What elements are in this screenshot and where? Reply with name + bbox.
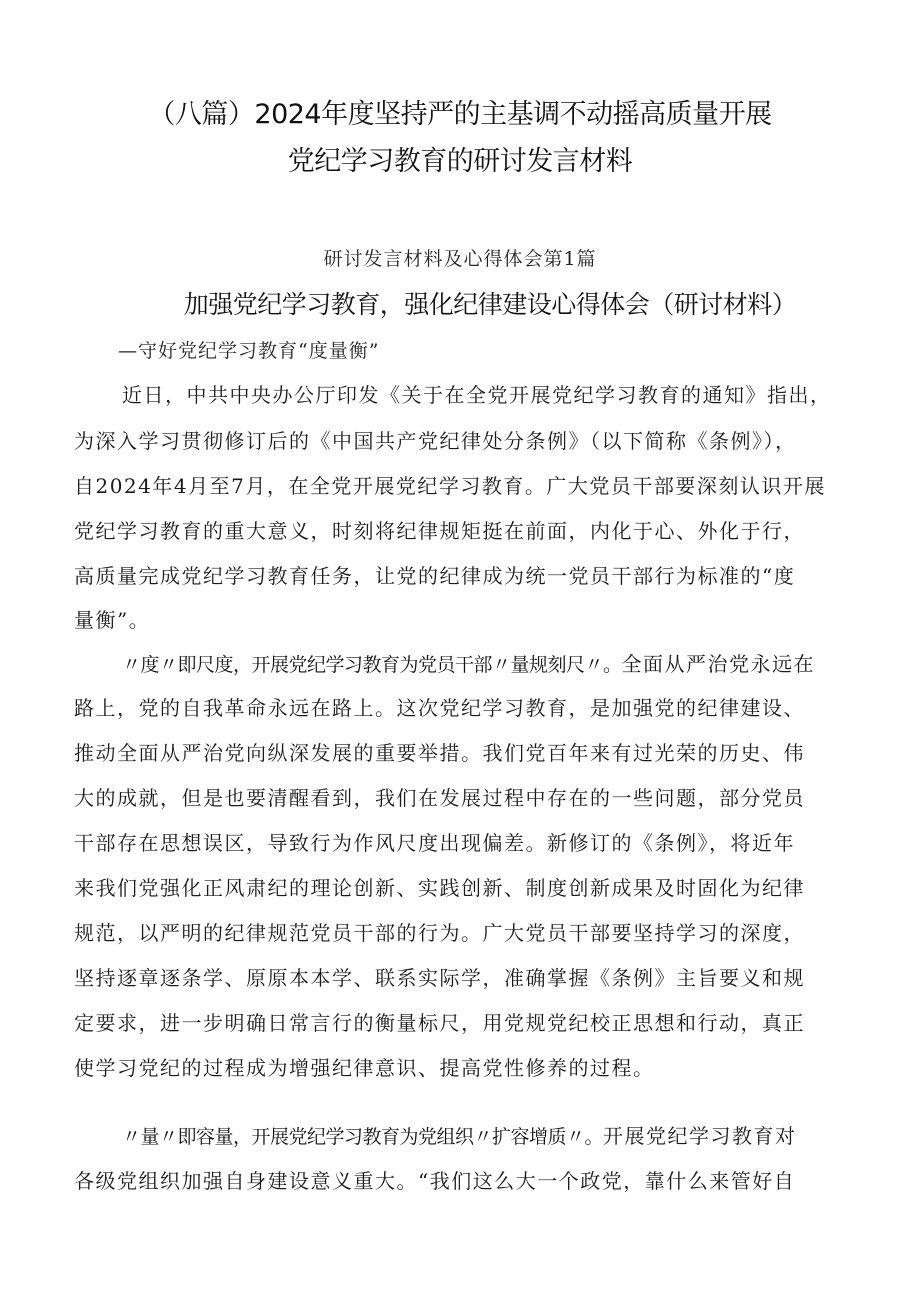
para2-line-5: 干部存在思想误区，导致行为作风尺度出现偏差。新修订的《条例》，将近年 xyxy=(74,831,795,855)
para1-line-2: 为深入学习贯彻修订后的《中国共产党纪律处分条例》（以下简称《条例》）， xyxy=(74,429,797,453)
section-subtitle: 研讨发言材料及心得体会第1篇 xyxy=(323,248,597,270)
article-byline: —守好党纪学习教育“度量衡” xyxy=(118,340,380,362)
article-heading: 加强党纪学习教育，强化纪律建设心得体会（研讨材料） xyxy=(183,290,797,319)
para1-line-6: 量衡”。 xyxy=(74,608,151,632)
para2-line-6: 来我们党强化正风肃纪的理论创新、实践创新、制度创新成果及时固化为纪律 xyxy=(74,876,805,900)
para1-line-5: 高质量完成党纪学习教育任务，让党的纪律成为统一党员干部行为标准的“度 xyxy=(74,564,796,588)
document-title-line-1: （八篇）2024年度坚持严的主基调不动摇高质量开展 xyxy=(148,99,772,130)
para1-line-3: 自2024年4月至7月，在全党开展党纪学习教育。广大党员干部要深刻认识开展 xyxy=(74,474,826,498)
para2-line-10: 使学习党纪的过程成为增强纪律意识、提高党性修养的过程。 xyxy=(74,1056,655,1080)
para2-lead: 〃度〃即尺度，开展党纪学习教育为党员干部〃量规刻尺〃。 xyxy=(122,654,622,676)
para2-first-rest: 全面从严治党永远在 xyxy=(621,652,816,676)
para3-lead: 〃量〃即容量，开展党纪学习教育为党组织〃扩容增质〃。 xyxy=(122,1126,604,1148)
para2-line-9: 定要求，进一步明确日常言行的衡量标尺，用党规党纪校正思想和行动，真正 xyxy=(74,1011,805,1035)
para3-line-2: 各级党组织加强自身建设意义重大。“我们这么大一个政党，靠什么来管好自 xyxy=(74,1169,796,1193)
para1-line-4: 党纪学习教育的重大意义，时刻将纪律规矩挺在前面，内化于心、外化于行， xyxy=(74,519,805,543)
para3-first-rest: 开展党纪学习教育对 xyxy=(603,1124,797,1148)
para2-line-1 xyxy=(122,648,815,677)
para2-line-3: 推动全面从严治党向纵深发展的重要举措。我们党百年来有过光荣的历史、伟 xyxy=(74,741,805,765)
para3-line-1 xyxy=(122,1120,797,1149)
document-title-line-2: 党纪学习教育的研讨发言材料 xyxy=(287,146,633,177)
para2-line-7: 规范，以严明的纪律规范党员干部的行为。广大党员干部要坚持学习的深度， xyxy=(74,921,805,945)
para2-line-2: 路上，党的自我革命永远在路上。这次党纪学习教育，是加强党的纪律建设、 xyxy=(74,696,805,720)
para2-line-8: 坚持逐章逐条学、原原本本学、联系实际学，准确掌握《条例》主旨要义和规 xyxy=(74,966,805,990)
para2-line-4: 大的成就，但是也要清醒看到，我们在发展过程中存在的一些问题，部分党员 xyxy=(74,786,805,810)
para1-line-1: 近日，中共中央办公厅印发《关于在全党开展党纪学习教育的通知》指出， xyxy=(122,383,832,407)
